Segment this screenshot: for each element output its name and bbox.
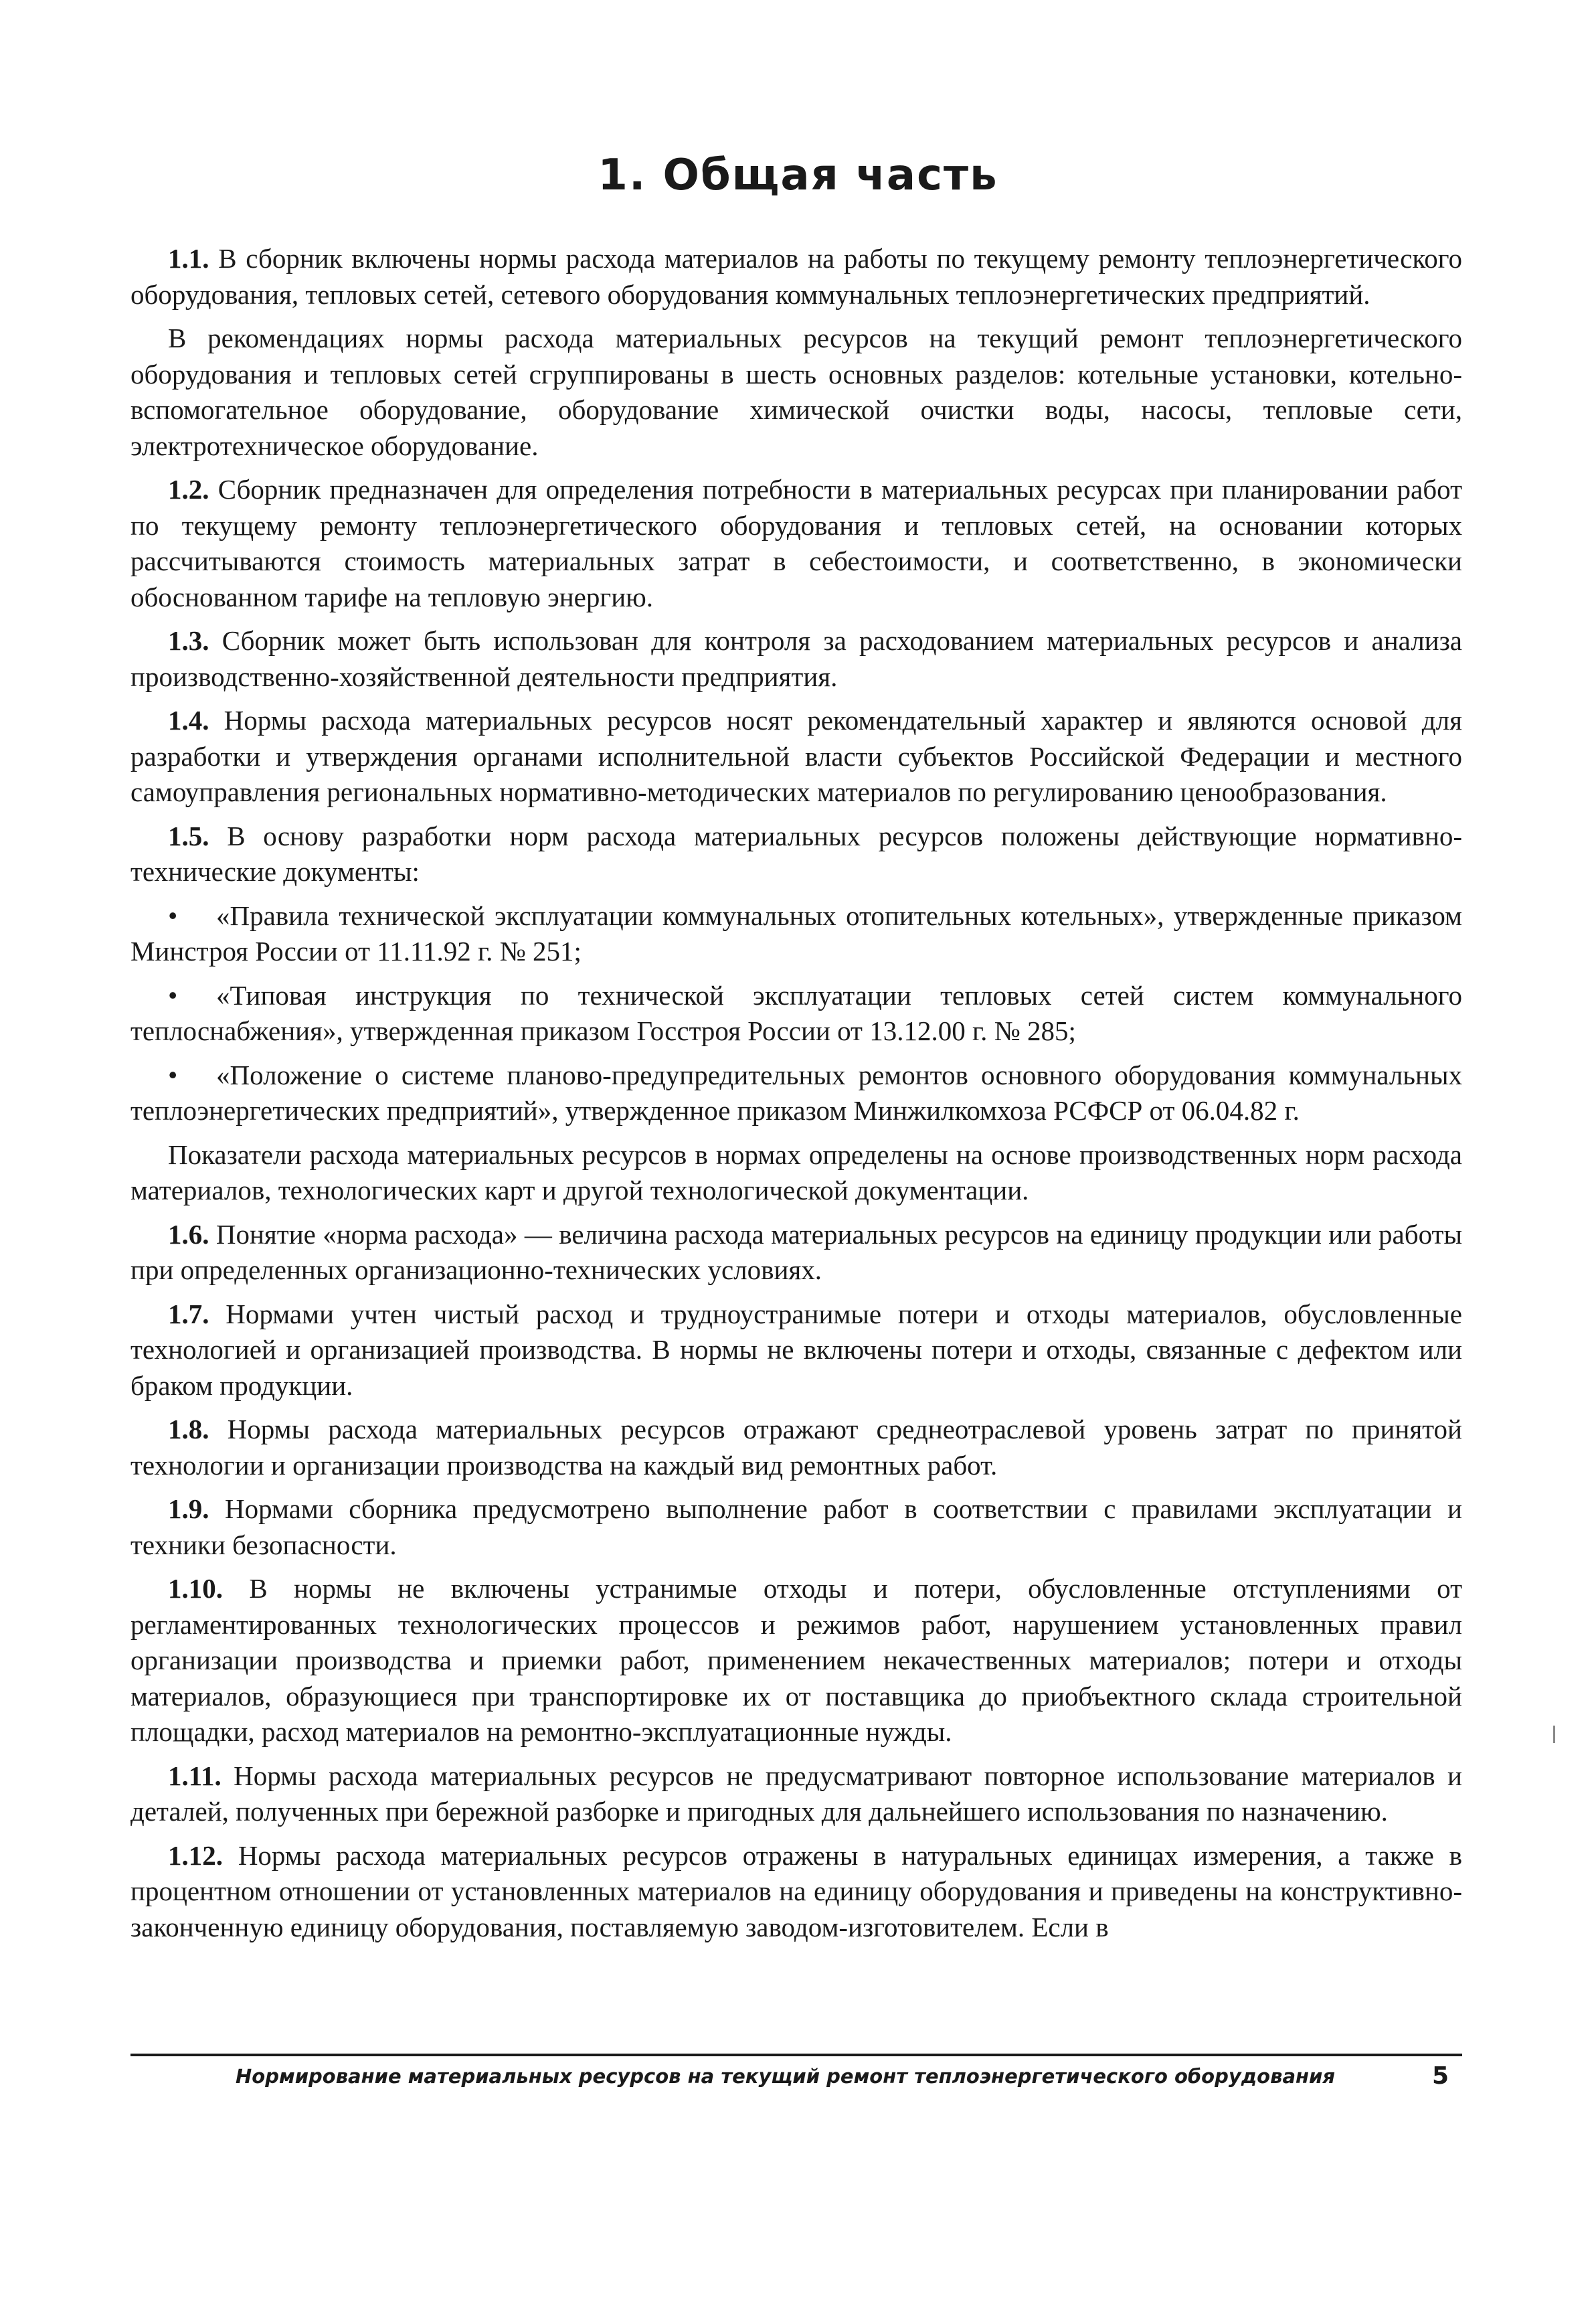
bullet-text: «Правила технической эксплуатации коммунальных отопительных котельных», утвержденные приказом Минстроя России от 11.11.92 г. № 251; [130, 900, 1462, 967]
paragraph-1-2 [130, 472, 1462, 615]
clause-text: Сборник предназначен для определения потребности в материальных ресурсах при планировании работ по текущему ремонту теплоэнергетического оборудования и тепловых сетей, на основании которых рассчитываются стоимость материальных затрат в себестоимости, и соответственно, в экономически обоснованном тарифе на тепловую энергию. [130, 474, 1462, 612]
clause-text: В рекомендациях нормы расхода материальных ресурсов на текущий ремонт теплоэнергетического оборудования и тепловых сетей сгруппированы в шесть основных разделов: котельные установки, котельно-вспомогательное оборудование, оборудование химической очистки воды, насосы, тепловые сети, электротехническое оборудование. [130, 323, 1462, 461]
paragraph-1-4 [130, 703, 1462, 811]
clause-text: Нормы расхода материальных ресурсов отражены в натуральных единицах измерения, а также в процентном отношении от установленных материалов на единицу оборудования и приведены на конструктивно-законченную единицу оборудования, поставляемую заводом-изготовителем. Если в [130, 1839, 1462, 1942]
paragraph-1-5 [130, 819, 1462, 890]
bullet-item [130, 898, 1462, 970]
bullet-text: «Положение о системе планово-предупредительных ремонтов основного оборудования коммунальных теплоэнергетических предприятий», утвержденное приказом Минжилкомхоза РСФСР от 06.04.82 г. [130, 1059, 1462, 1126]
bullet-item [130, 1058, 1462, 1129]
paragraph-indicators [130, 1137, 1462, 1209]
paragraph-1-6 [130, 1217, 1462, 1289]
clause-number: 1.9. [168, 1493, 209, 1524]
clause-text: Сборник может быть использован для контроля за расходованием материальных ресурсов и анализа производственно-хозяйственной деятельности предприятия. [130, 625, 1462, 692]
clause-text: В нормы не включены устранимые отходы и потери, обусловленные отступлениями от регламентированных технологических процессов и режимов работ, нарушением установленных правил организации производства и приемки работ, применением некачественных материалов; потери и отходы материалов, образующиеся при транспортировке их от поставщика до приобъектного склада строительной площадки, расход материалов на ремонтно-эксплуатационные нужды. [130, 1573, 1462, 1747]
paragraph-1-12 [130, 1838, 1462, 1946]
bullet-icon: • [168, 1059, 178, 1090]
clause-number: 1.2. [168, 474, 209, 505]
paragraph-1-7 [130, 1297, 1462, 1404]
clause-text: В сборник включены нормы расхода материалов на работы по текущему ремонту теплоэнергетического оборудования, тепловых сетей, сетевого оборудования коммунальных теплоэнергетических предприятий. [130, 243, 1462, 310]
document-body [130, 241, 1462, 1953]
clause-number: 1.8. [168, 1414, 209, 1444]
paragraph-1-1-continued [130, 321, 1462, 464]
clause-text: Нормы расхода материальных ресурсов носят рекомендательный характер и являются основой для разработки и утверждения органами исполнительной власти субъектов Российской Федерации и местного самоуправления региональных нормативно-методических материалов по регулированию ценообразования. [130, 705, 1462, 807]
clause-number: 1.3. [168, 625, 209, 656]
margin-mark [1553, 1726, 1555, 1743]
bullet-text: «Типовая инструкция по технической эксплуатации тепловых сетей систем коммунального теплоснабжения», утвержденная приказом Госстроя России от 13.12.00 г. № 285; [130, 979, 1462, 1046]
clause-text: Показатели расхода материальных ресурсов в нормах определены на основе производственных норм расхода материалов, технологических карт и другой технологической документации. [130, 1139, 1462, 1206]
clause-number: 1.10. [168, 1573, 223, 1604]
clause-text: В основу разработки норм расхода материальных ресурсов положены действующие нормативно-технические документы: [130, 820, 1462, 887]
paragraph-1-1 [130, 241, 1462, 313]
clause-number: 1.5. [168, 820, 209, 851]
running-footer: Нормирование материальных ресурсов на текущий ремонт теплоэнергетического оборудования [236, 2065, 1335, 2088]
paragraph-1-9 [130, 1491, 1462, 1563]
bullet-icon: • [168, 979, 178, 1011]
clause-text: Нормы расхода материальных ресурсов отражают среднеотраслевой уровень затрат по принятой технологии и организации производства на каждый вид ремонтных работ. [130, 1414, 1462, 1481]
clause-text: Нормами сборника предусмотрено выполнение работ в соответствии с правилами эксплуатации и техники безопасности. [130, 1493, 1462, 1560]
page-title: 1. Общая часть [598, 151, 998, 200]
clause-text: Нормами учтен чистый расход и трудноустранимые потери и отходы материалов, обусловленные технологией и организацией производства. В нормы не включены потери и отходы, связанные с дефектом или браком продукции. [130, 1298, 1462, 1401]
page-number: 5 [1432, 2062, 1449, 2090]
paragraph-1-10 [130, 1571, 1462, 1750]
bullet-icon: • [168, 900, 178, 931]
paragraph-1-3 [130, 623, 1462, 695]
paragraph-1-11 [130, 1758, 1462, 1830]
footer-divider [130, 2054, 1462, 2056]
clause-number: 1.4. [168, 705, 209, 736]
clause-text: Понятие «норма расхода» — величина расхода материальных ресурсов на единицу продукции или работы при определенных организационно-технических условиях. [130, 1218, 1462, 1285]
clause-number: 1.12. [168, 1839, 223, 1871]
clause-number: 1.11. [168, 1760, 221, 1791]
bullet-item [130, 978, 1462, 1050]
clause-number: 1.7. [168, 1298, 209, 1329]
clause-number: 1.1. [168, 243, 209, 274]
paragraph-1-8 [130, 1412, 1462, 1483]
clause-text: Нормы расхода материальных ресурсов не предусматривают повторное использование материалов и деталей, полученных при бережной разборке и пригодных для дальнейшего использования по назначению. [130, 1760, 1462, 1827]
clause-number: 1.6. [168, 1218, 209, 1250]
